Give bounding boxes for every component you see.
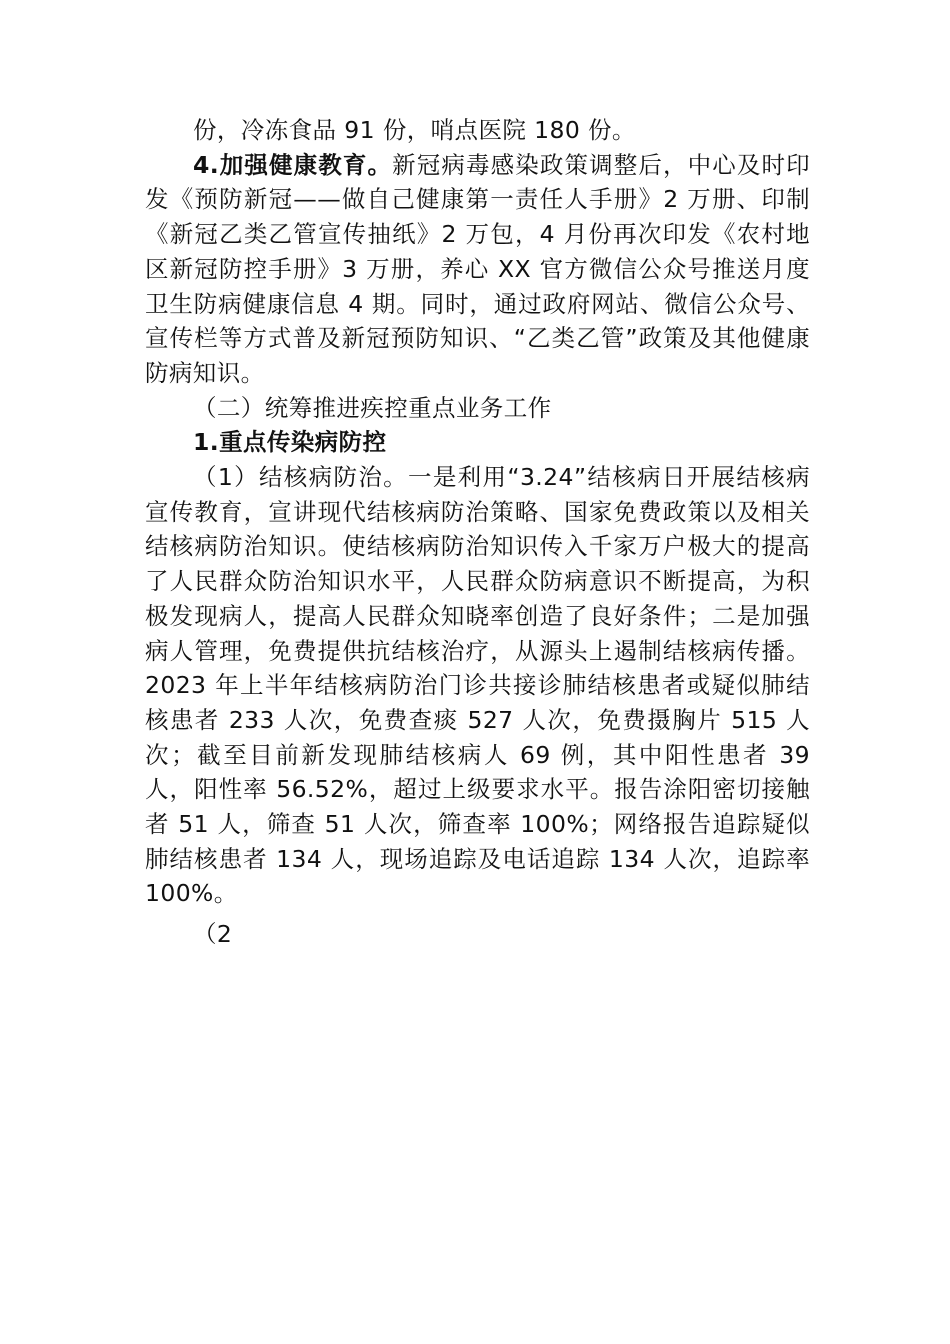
paragraph-text: （1）结核病防治。一是利用“3.24”结核病日开展结核病宣传教育，宣讲现代结核病防治策略、国家免费政策以及相关结核病防治知识。使结核病防治知识传入千家万户极大的提高了人民群众防治知识水平，人民群众防病意识不断提高，为积极发现病人，提高人民群众知晓率创造了良好条件；二是加强病人管理，免费提供抗结核治疗，从源头上遏制结核病传播。2023 年上半年结核病防治门诊共接诊肺结核患者或疑似肺结核患者 233 人次，免费查痰 527 人次，免费摄胸片 515 人次；截至目前新发现肺结核病人 69 例，其中阳性患者 39 人，阳性率 56.52%，超过上级要求水平。报告涂阳密切接触者 51 人，筛查 51 人次，筛查率 100%；网络报告追踪疑似肺结核患者 134 人，现场追踪及电话追踪 134 人次，追踪率 100%。	[145, 463, 810, 908]
paragraph-text: 份，冷冻食品 91 份，哨点医院 180 份。	[193, 116, 636, 144]
paragraph-health-education	[145, 148, 810, 391]
section-heading-key-work	[145, 391, 810, 426]
section-heading-health-education: 4.加强健康教育。	[193, 150, 393, 179]
paragraph-text: 新冠病毒感染政策调整后，中心及时印发《预防新冠——做自己健康第一责任人手册》2 万册、印制《新冠乙类乙管宣传抽纸》2 万包，4 月份再次印发《农村地区新冠防控手册》3 万册，养心 XX 官方微信公众号推送月度卫生防病健康信息 4 期。同时，通过政府网站、微信公众号、宣传栏等方式普及新冠预防知识、“乙类乙管”政策及其他健康防病知识。	[145, 150, 810, 387]
paragraph-tuberculosis	[145, 460, 810, 911]
paragraph-food-samples	[145, 113, 810, 148]
heading-text: 1.重点传染病防控	[193, 428, 387, 457]
paragraph-text: （2	[193, 920, 233, 949]
paragraph-truncated	[145, 917, 810, 952]
section-heading-infectious-disease	[145, 425, 810, 460]
document-page	[145, 113, 810, 952]
heading-text: （二）统筹推进疾控重点业务工作	[193, 393, 552, 422]
